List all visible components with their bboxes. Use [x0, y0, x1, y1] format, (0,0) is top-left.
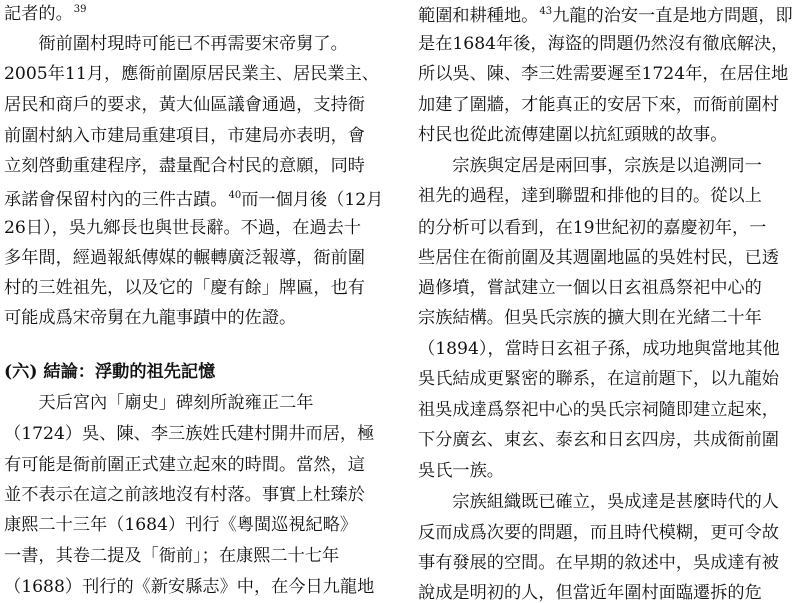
text-line	[418, 461, 504, 481]
text-line	[418, 34, 788, 54]
text-line	[4, 455, 365, 475]
text-line	[4, 546, 339, 566]
line-text: 立刻啓動重建程序，盡量配合村民的意願，同時	[4, 156, 365, 176]
line-text: 衙前圍村現時可能已不再需要宋帝舅了。	[4, 34, 348, 54]
line-text: 加建了圍牆，才能真正的安居下來，而衙前圍村	[418, 95, 779, 115]
text-line	[418, 186, 762, 206]
line-text: 吳氏結成更緊密的聯系，在這前題下，以九龍始	[418, 369, 779, 389]
text-line	[418, 339, 780, 359]
line-text: 可能成爲宋帝舅在九龍事蹟中的佐證。	[4, 308, 297, 328]
text-line	[4, 64, 379, 84]
footnote-marker[interactable]: 40	[228, 190, 242, 201]
line-text: 說成是明初的人，但當近年圍村面臨遷拆的危	[418, 583, 762, 603]
line-text: 宗族結構。但吳氏宗族的擴大則在光緒二十年	[418, 308, 762, 328]
text-line	[418, 400, 779, 420]
line-text: 反而成爲次要的問題，而且時代模糊，更可令故	[418, 523, 779, 543]
text-line	[4, 0, 87, 24]
text-line	[4, 393, 313, 413]
footnote-marker[interactable]: 43	[539, 6, 553, 17]
line-text: 宗族組織既已確立，吳成達是甚麼時代的人	[418, 492, 779, 512]
section-heading	[4, 362, 215, 382]
line-text: 吳氏一族。	[418, 461, 504, 481]
text-line	[4, 485, 365, 505]
line-text-continued: 而一個月後（12月	[241, 190, 384, 210]
text-line	[4, 218, 361, 238]
line-text: （1894），當時日玄祖子孫，成功地與當地其他	[418, 339, 780, 359]
line-text: 是在1684年後，海盜的問題仍然沒有徹底解決，	[418, 34, 789, 54]
text-line	[418, 278, 762, 298]
line-text: 多年間，經過報紙傳媒的輾轉廣泛報導，衙前圍	[4, 248, 365, 268]
text-line	[418, 125, 727, 145]
text-line	[4, 515, 357, 535]
text-line	[418, 308, 762, 328]
text-line	[418, 369, 779, 389]
text-line	[418, 583, 762, 603]
text-line	[4, 424, 374, 444]
text-line	[418, 523, 779, 543]
text-line	[4, 34, 348, 54]
line-text: 範圍和耕種地。	[418, 6, 539, 26]
text-line	[4, 156, 365, 176]
line-text: 承諾會保留村內的三件古蹟。	[4, 190, 228, 210]
line-text: 祖吳成達爲祭祀中心的吳氏宗祠隨即建立起來，	[418, 400, 779, 420]
line-text: 所以吳、陳、李三姓需要遲至1724年，在居住地	[418, 64, 789, 84]
text-line	[418, 218, 766, 238]
line-text: 村的三姓祖先，以及它的「慶有餘」牌匾，也有	[4, 278, 365, 298]
line-text: 26日），吳九鄉長也與世長辭。不過，在過去十	[4, 218, 362, 238]
text-line	[4, 95, 365, 115]
text-line	[418, 2, 793, 26]
line-text: 康熙二十三年（1684）刊行《粵閩巡視紀略》	[4, 515, 358, 535]
text-line	[418, 492, 779, 512]
line-text: 居民和商戶的要求，黃大仙區議會通過，支持衙	[4, 95, 365, 115]
line-text: 事有發展的空間。在早期的敘述中，吳成達有被	[418, 553, 779, 573]
line-text: 祖先的過程，達到聯盟和排他的目的。從以上	[418, 186, 762, 206]
line-text: 2005年11月，應衙前圍原居民業主、居民業主、	[4, 64, 379, 84]
line-text-continued: 九龍的治安一直是地方問題，即	[552, 6, 793, 26]
line-text: 些居住在衙前圍及其週圍地區的吳姓村民，已透	[418, 248, 779, 268]
text-line	[418, 248, 779, 268]
text-line	[418, 156, 762, 176]
text-line	[4, 278, 365, 298]
footnote-marker[interactable]: 39	[73, 4, 87, 15]
line-text: 天后宮內「廟史」碑刻所說雍正二年	[4, 393, 314, 413]
text-line	[418, 553, 779, 573]
line-text: （1688）刊行的《新安縣志》中，在今日九龍地	[4, 577, 375, 597]
text-line	[418, 95, 779, 115]
line-text: 有可能是衙前圍正式建立起來的時間。當然，這	[4, 455, 365, 475]
line-text: (六) 結論：浮動的祖先記憶	[4, 362, 216, 382]
line-text: 過修墳，嘗試建立一個以日玄祖爲祭祀中心的	[418, 278, 762, 298]
text-line	[418, 64, 788, 84]
line-text: 村民也從此流傳建圍以抗紅頭賊的故事。	[418, 125, 728, 145]
text-line	[4, 248, 365, 268]
text-line	[4, 186, 384, 210]
text-line	[4, 126, 365, 146]
text-line	[418, 430, 779, 450]
text-line	[4, 577, 374, 597]
line-text: 一書，其卷二提及「衙前」；在康熙二十七年	[4, 546, 340, 566]
line-text: 宗族與定居是兩回事，宗族是以追溯同一	[418, 156, 762, 176]
line-text: 下分廣玄、東玄、泰玄和日玄四房，共成衙前圍	[418, 430, 779, 450]
line-text: 前圍村納入市建局重建項目，市建局亦表明，會	[4, 126, 365, 146]
line-text: 記者的。	[4, 4, 73, 24]
text-line	[4, 308, 296, 328]
line-text: 並不表示在這之前該地沒有村落。事實上杜臻於	[4, 485, 365, 505]
line-text: （1724）吳、陳、李三族姓氏建村開井而居，極	[4, 424, 375, 444]
line-text: 的分析可以看到，在19世紀初的嘉慶初年，一	[418, 218, 767, 238]
